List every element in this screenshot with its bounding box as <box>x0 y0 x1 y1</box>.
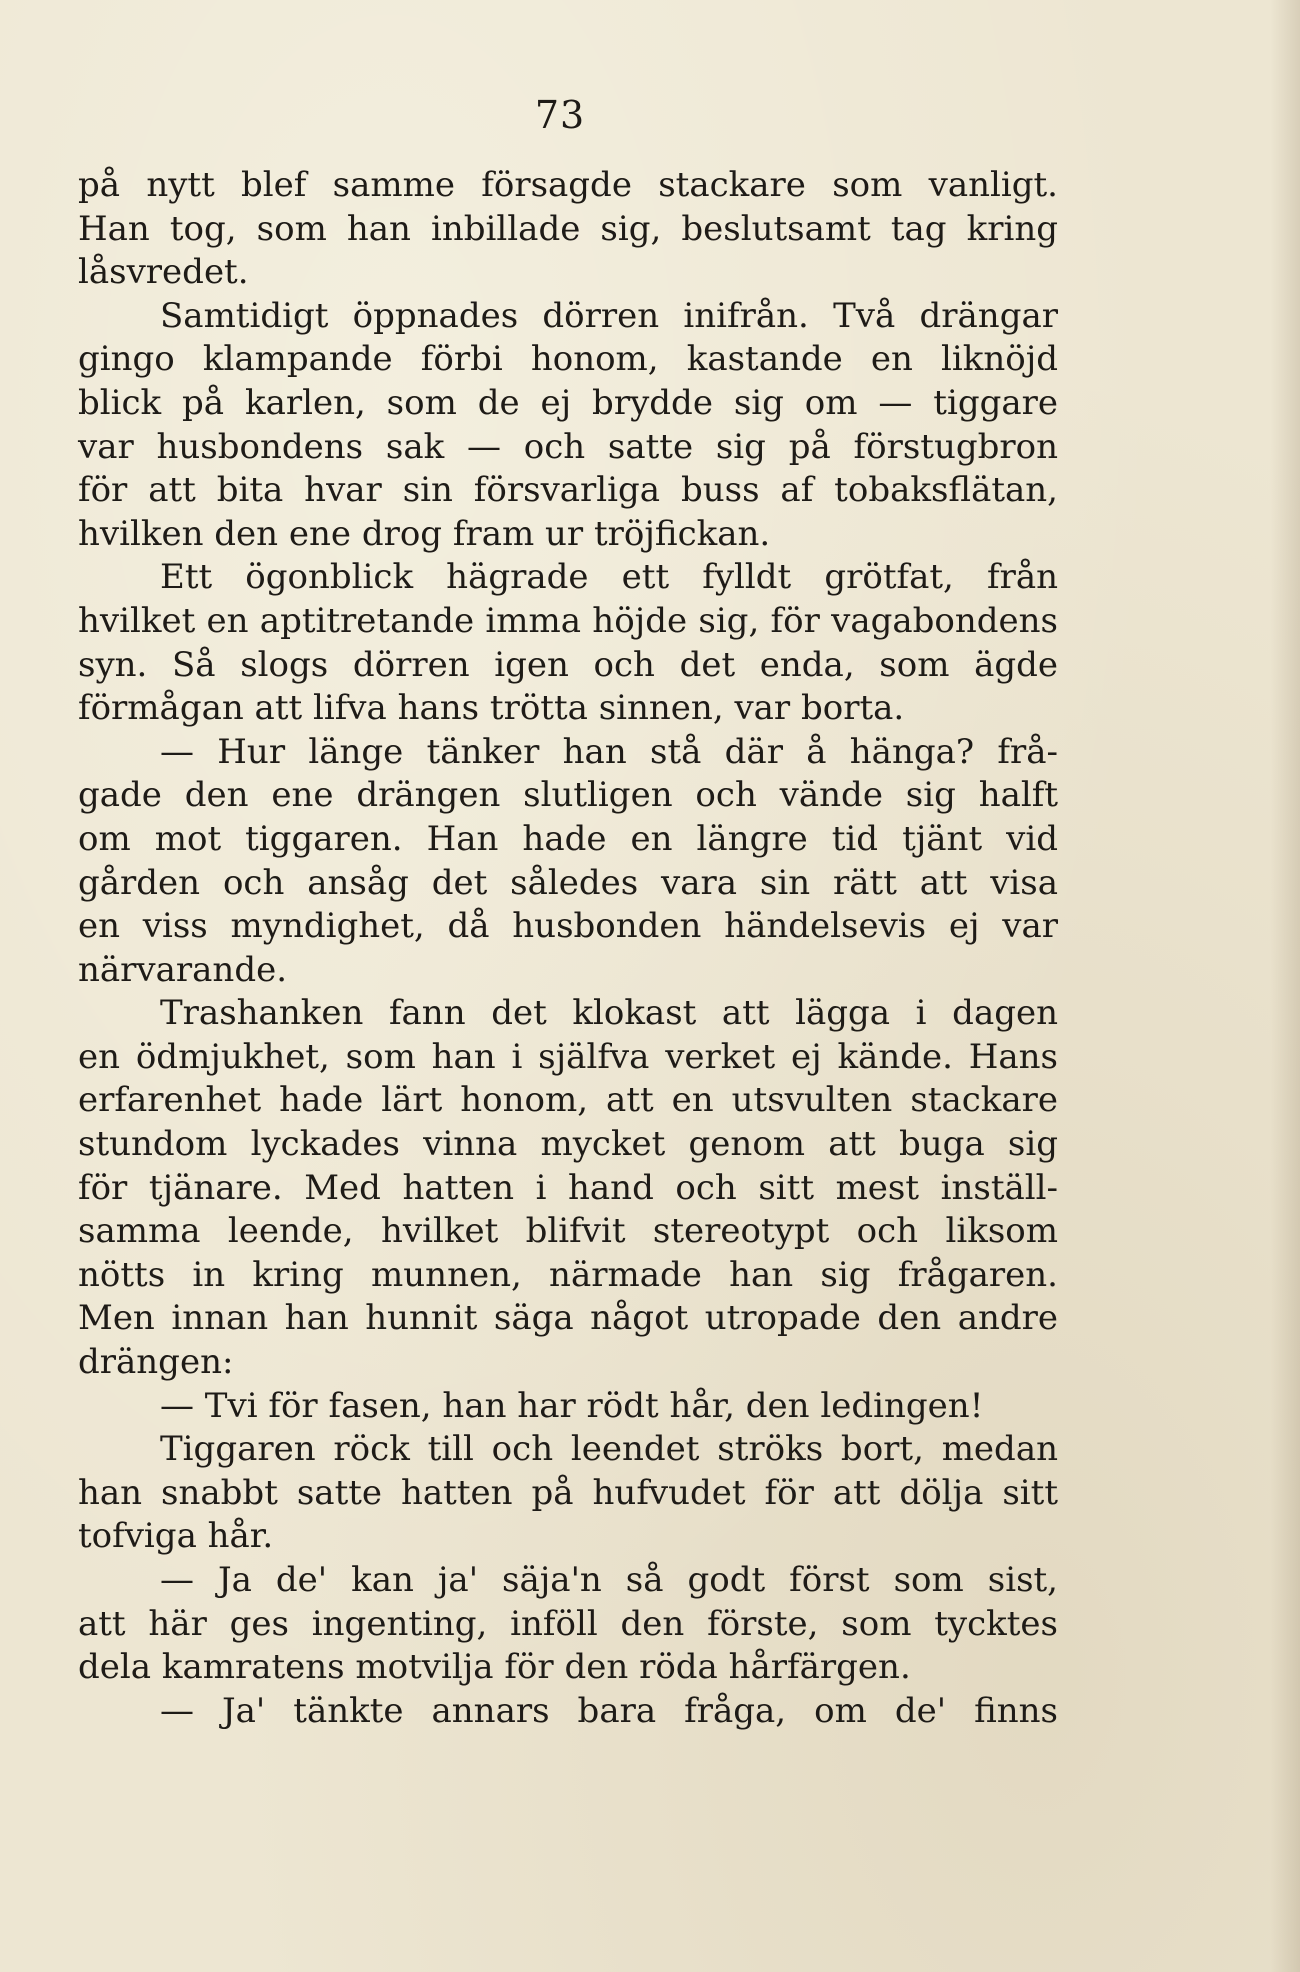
text-line: gården och ansåg det således vara sin rätt att visa <box>78 862 1058 903</box>
text-line: hvilket en aptitretande imma höjde sig, för vagabondens <box>78 600 1058 641</box>
text-line: var husbondens sak — och satte sig på förstugbron <box>78 426 1058 467</box>
text-line: en viss myndighet, då husbonden händelsevis ej var <box>78 906 1058 947</box>
text-line: på nytt blef samme försagde stackare som vanligt. <box>78 165 1058 205</box>
text-line: Han tog, som han inbillade sig, beslutsamt tag kring <box>78 208 1058 249</box>
text-line: drängen: <box>78 1342 234 1383</box>
text-line: syn. Så slogs dörren igen och det enda, som ägde <box>78 644 1058 685</box>
text-line: för att bita hvar sin försvarliga buss af tobaksflätan, <box>78 470 1058 511</box>
text-line: — Hur länge tänker han stå där å hänga? frå- <box>160 731 1058 772</box>
text-line: han snabbt satte hatten på hufvudet för att dölja sitt <box>78 1472 1058 1513</box>
text-line: samma leende, hvilket blifvit stereotypt och liksom <box>78 1211 1058 1252</box>
text-line: tofviga hår. <box>78 1516 274 1557</box>
text-line: — Tvi för fasen, han har rödt hår, den ledingen! <box>160 1385 984 1426</box>
text-line: — Ja' tänkte annars bara fråga, om de' finns <box>160 1690 1058 1731</box>
text-line: förmågan att lifva hans trötta sinnen, var borta. <box>78 688 905 729</box>
text-line: Ett ögonblick hägrade ett fylldt grötfat, från <box>160 557 1058 598</box>
text-line: närvarande. <box>78 949 288 990</box>
text-line: stundom lyckades vinna mycket genom att buga sig <box>78 1124 1058 1165</box>
text-line: att här ges ingenting, inföll den förste, som tycktes <box>78 1603 1058 1644</box>
body-text <box>78 164 1058 1733</box>
page-number: 73 <box>534 93 586 137</box>
text-line: hvilken den ene drog fram ur tröjfickan. <box>78 513 771 554</box>
text-line: Tiggaren röck till och leendet ströks bort, medan <box>160 1429 1058 1470</box>
text-line: Trashanken fann det klokast att lägga i dagen <box>160 993 1058 1034</box>
text-line: om mot tiggaren. Han hade en längre tid tjänt vid <box>78 818 1058 859</box>
text-line: låsvredet. <box>78 252 249 293</box>
text-line: blick på karlen, som de ej brydde sig om — tiggare <box>78 382 1058 423</box>
text-line: en ödmjukhet, som han i själfva verket ej kände. Hans <box>78 1036 1058 1077</box>
text-line: för tjänare. Med hatten i hand och sitt mest inställ- <box>78 1167 1058 1208</box>
text-line: Samtidigt öppnades dörren inifrån. Två drängar <box>160 295 1058 336</box>
text-line: erfarenhet hade lärt honom, att en utsvulten stackare <box>78 1080 1058 1121</box>
text-line: nötts in kring munnen, närmade han sig frågaren. <box>78 1254 1058 1295</box>
text-line: gade den ene drängen slutligen och vände sig halft <box>78 775 1058 816</box>
page-edge-shadow <box>1270 0 1300 1972</box>
text-line: Men innan han hunnit säga något utropade den andre <box>78 1298 1058 1339</box>
text-line: gingo klampande förbi honom, kastande en liknöjd <box>78 339 1058 380</box>
text-line: dela kamratens motvilja för den röda hårfärgen. <box>78 1647 911 1688</box>
text-line: — Ja de' kan ja' säja'n så godt först som sist, <box>160 1560 1058 1600</box>
